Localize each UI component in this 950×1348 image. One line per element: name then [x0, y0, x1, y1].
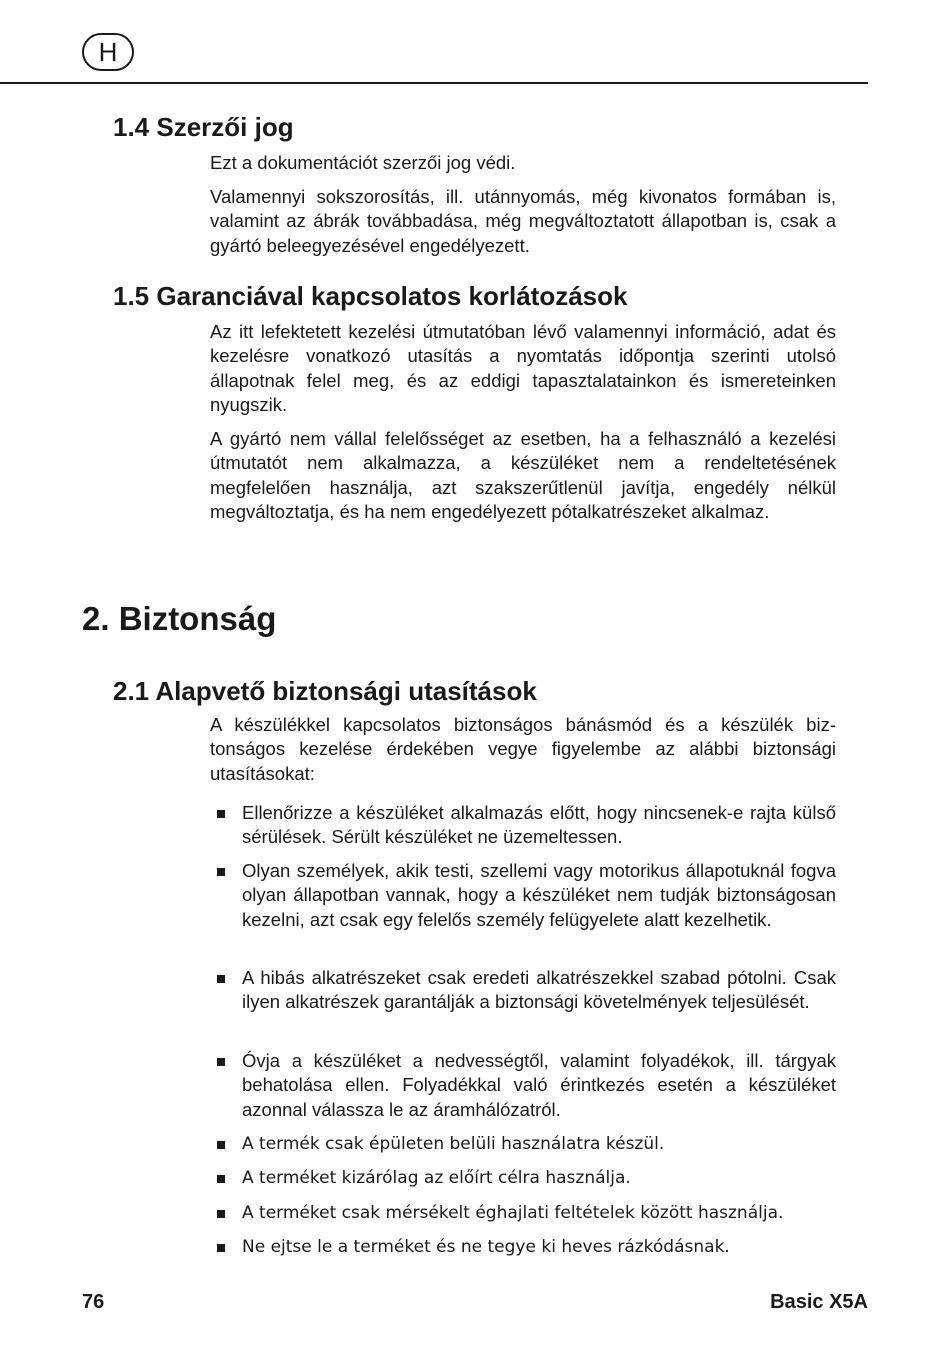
list-item: [210, 1132, 836, 1156]
list-item: [210, 1166, 836, 1190]
list-item: [210, 801, 836, 850]
list-item: [210, 1049, 836, 1122]
list-item-text: Olyan személyek, akik testi, szellemi vagy motorikus állapotuknál fogva olyan állapotban vannak, hogy a készüléket nem tudják biztonságosan kezelni, azt csak egy felelős személy felügyelete alatt kezelhetik.: [242, 860, 836, 930]
list-item-text: Ne ejtse le a terméket és ne tegye ki heves rázkódásnak.: [242, 1237, 730, 1257]
list-item-text: A terméket csak mérsékelt éghajlati feltételek között használja.: [242, 1203, 784, 1223]
list-item: [210, 1235, 836, 1259]
chapter-title-2: 2. Biztonság: [82, 600, 277, 637]
paragraph-copyright-1: Ezt a dokumentációt szerzői jog védi.: [210, 152, 516, 173]
list-item-text: A hibás alkatrészeket csak eredeti alkatrészekkel szabad pótolni. Csak ilyen alkatrészek garantálják a biztonsági követelmények teljesülését.: [242, 967, 836, 1013]
list-item-text: Ellenőrizze a készüléket alkalmazás előtt, hogy nincsenek-e rajta külső sérülések. Sérült készüléket ne üzemeltessen.: [242, 802, 836, 848]
bullet-square-icon: [217, 1175, 225, 1183]
bullet-square-icon: [217, 1141, 225, 1149]
model-name: Basic X5A: [770, 1291, 868, 1313]
paragraph-warranty-2: A gyártó nem vállal felelősséget az esetben, ha a felhasználó a kezelési útmutatót nem alkalmazza, a készüléket nem a rendeltetésének megfelelően használja, azt szakszerűtlenül javítja, engedély nélkül megváltoztatja, és ha nem engedélyezett pótalkatrészeket alkalmaz.: [210, 428, 836, 523]
section-title-2-1: 2.1 Alapvető biztonsági utasítások: [113, 676, 537, 706]
paragraph-warranty-1: Az itt lefektetett kezelési útmutatóban lévő valamennyi információ, adat és kezelésre vonatkozó utasítás a nyomtatás időpontja szerinti utolsó állapotnak felel meg, és az eddigi tapasztalatainkon és ismereteinken nyugszik.: [210, 321, 836, 416]
list-item: [210, 859, 836, 932]
paragraph-safety-intro: A készülékkel kapcsolatos biztonságos bánásmód és a készülék biztonságos kezelése érdekében vegye figyelembe az alábbi biztonsági utasításokat:: [210, 714, 836, 784]
list-item: [210, 1201, 836, 1225]
list-item-text: A terméket kizárólag az előírt célra használja.: [242, 1168, 631, 1188]
bullet-square-icon: [217, 1244, 225, 1252]
list-item-text: Óvja a készüléket a nedvességtől, valamint folyadékok, ill. tárgyak behatolása ellen. Folyadékkal való érintkezés esetén a készüléket azonnal válassza le az áramhálózatról.: [242, 1050, 836, 1120]
bullet-square-icon: [217, 1058, 225, 1066]
bullet-square-icon: [217, 975, 225, 983]
language-badge: H: [82, 33, 134, 71]
bullet-square-icon: [217, 868, 225, 876]
header-rule: [0, 82, 868, 84]
page-number: 76: [82, 1291, 105, 1313]
list-item-text: A termék csak épületen belüli használatra készül.: [242, 1134, 665, 1154]
bullet-square-icon: [217, 810, 225, 818]
section-title-1-5: 1.5 Garanciával kapcsolatos korlátozások: [113, 281, 628, 311]
section-title-1-4: 1.4 Szerzői jog: [113, 112, 294, 142]
paragraph-copyright-2: Valamennyi sokszorosítás, ill. utánnyomás, még kivonatos formában is, valamint az ábrák továbbadása, még megváltoztatott állapotban is, csak a gyártó beleegyezésével engedélyezett.: [210, 186, 836, 256]
list-item: [210, 966, 836, 1015]
bullet-square-icon: [217, 1210, 225, 1218]
